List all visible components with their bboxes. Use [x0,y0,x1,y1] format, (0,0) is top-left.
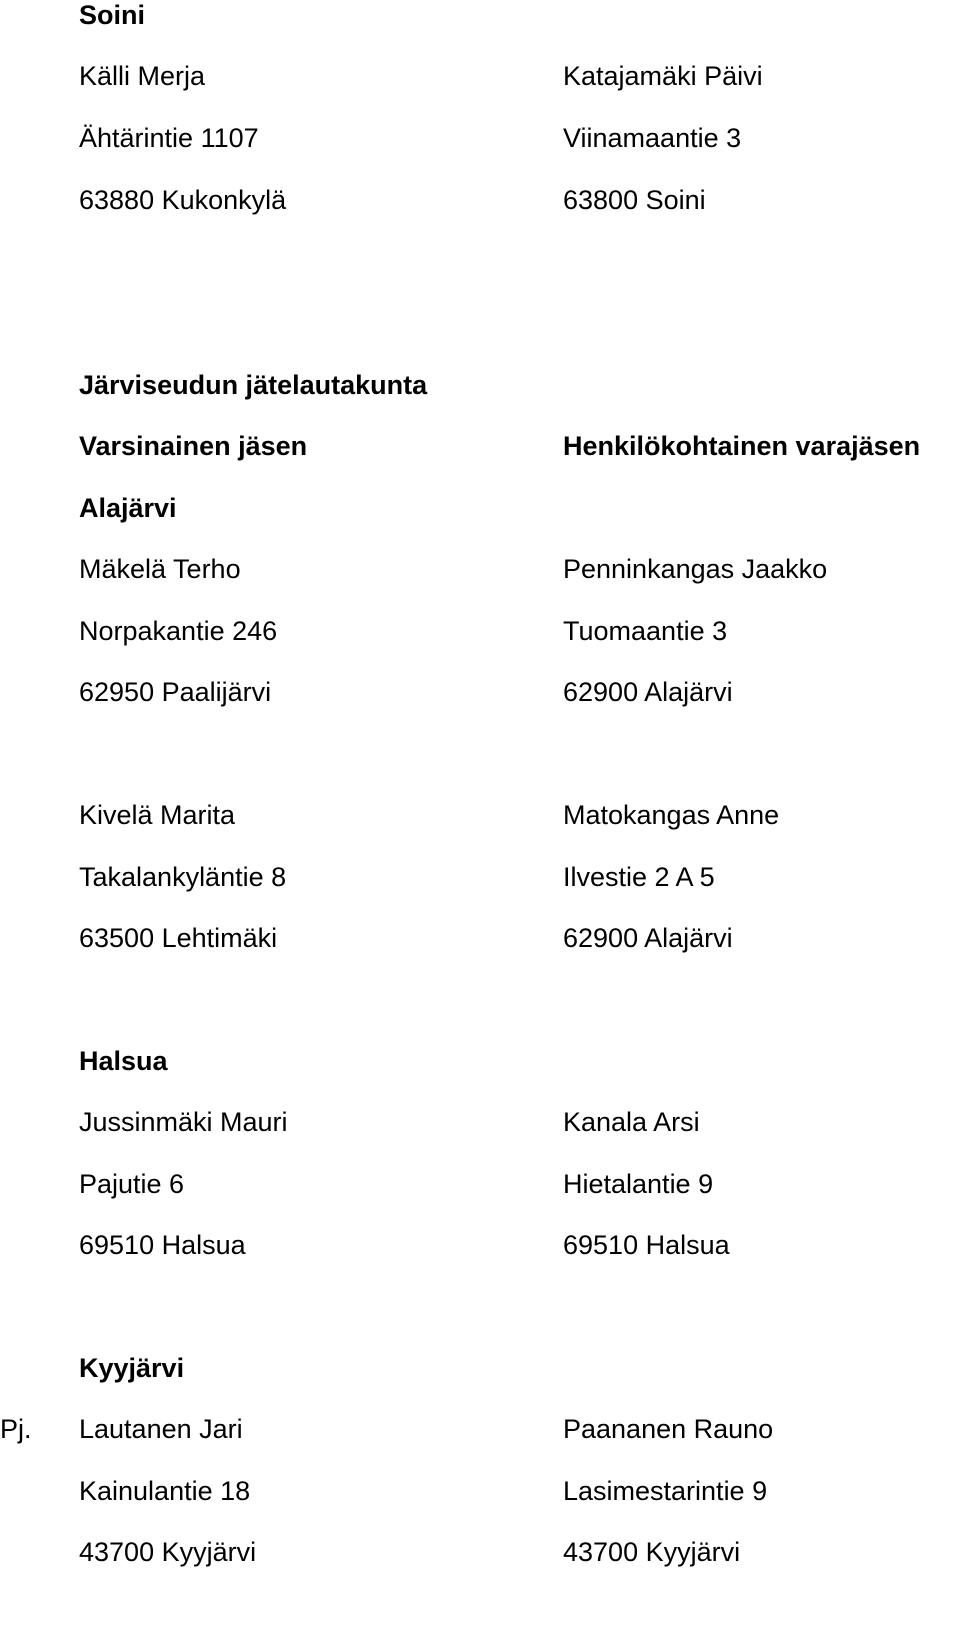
section-heading-kyyjarvi: Kyyjärvi [79,1353,185,1383]
deputy-name: Paananen Rauno [563,1414,774,1444]
kyyjarvi-street-row [0,1471,960,1511]
halsua-postal-row [0,1225,960,1265]
deputy-street: Lasimestarintie 9 [563,1476,768,1506]
alajarvi-pair1-street-row [0,611,960,651]
member-street: Takalankyläntie 8 [79,862,287,892]
member-street: Pajutie 6 [79,1169,185,1199]
deputy-name: Matokangas Anne [563,800,780,830]
halsua-street-row [0,1164,960,1204]
section-heading-soini: Soini [79,0,145,30]
soini-name-row [0,56,960,96]
deputy-street: Tuomaantie 3 [563,616,728,646]
alajarvi-pair2-postal-row [0,918,960,958]
soini-street-row [0,118,960,158]
member-name: Jussinmäki Mauri [79,1107,288,1137]
chair-label: Pj. [0,1414,32,1444]
member-postal: 63880 Kukonkylä [79,185,287,215]
kyyjarvi-name-row [0,1409,960,1449]
member-name: Lautanen Jari [79,1414,243,1444]
deputy-column-header: Henkilökohtainen varajäsen [563,431,921,461]
member-street: Norpakantie 246 [79,616,278,646]
member-name: Kivelä Marita [79,800,236,830]
deputy-street: Hietalantie 9 [563,1169,714,1199]
member-postal: 62950 Paalijärvi [79,677,272,707]
alajarvi-pair2-street-row [0,857,960,897]
deputy-postal: 63800 Soini [563,185,706,215]
alajarvi-pair1-name-row [0,549,960,589]
deputy-name: Kanala Arsi [563,1107,700,1137]
board-title-line [0,365,960,405]
deputy-name: Penninkangas Jaakko [563,554,828,584]
halsua-name-row [0,1102,960,1142]
deputy-postal: 43700 Kyyjärvi [563,1537,741,1567]
deputy-postal: 62900 Alajärvi [563,677,733,707]
deputy-postal: 62900 Alajärvi [563,923,733,953]
section-alajarvi-heading-line [0,488,960,528]
deputy-street: Viinamaantie 3 [563,123,742,153]
deputy-postal: 69510 Halsua [563,1230,730,1260]
column-headers-row [0,426,960,466]
member-postal: 69510 Halsua [79,1230,246,1260]
deputy-street: Ilvestie 2 A 5 [563,862,715,892]
alajarvi-pair2-name-row [0,795,960,835]
board-title: Järviseudun jätelautakunta [79,370,428,400]
member-street: Ähtärintie 1107 [79,123,259,153]
member-street: Kainulantie 18 [79,1476,251,1506]
alajarvi-pair1-postal-row [0,672,960,712]
member-name: Mäkelä Terho [79,554,241,584]
section-kyyjarvi-heading-line [0,1348,960,1388]
deputy-name: Katajamäki Päivi [563,61,763,91]
member-postal: 43700 Kyyjärvi [79,1537,257,1567]
section-soini-heading-line [0,0,960,35]
section-heading-alajarvi: Alajärvi [79,493,177,523]
member-postal: 63500 Lehtimäki [79,923,278,953]
member-name: Källi Merja [79,61,206,91]
member-column-header: Varsinainen jäsen [79,431,308,461]
section-heading-halsua: Halsua [79,1046,168,1076]
soini-postal-row [0,180,960,220]
section-halsua-heading-line [0,1041,960,1081]
kyyjarvi-postal-row [0,1532,960,1572]
